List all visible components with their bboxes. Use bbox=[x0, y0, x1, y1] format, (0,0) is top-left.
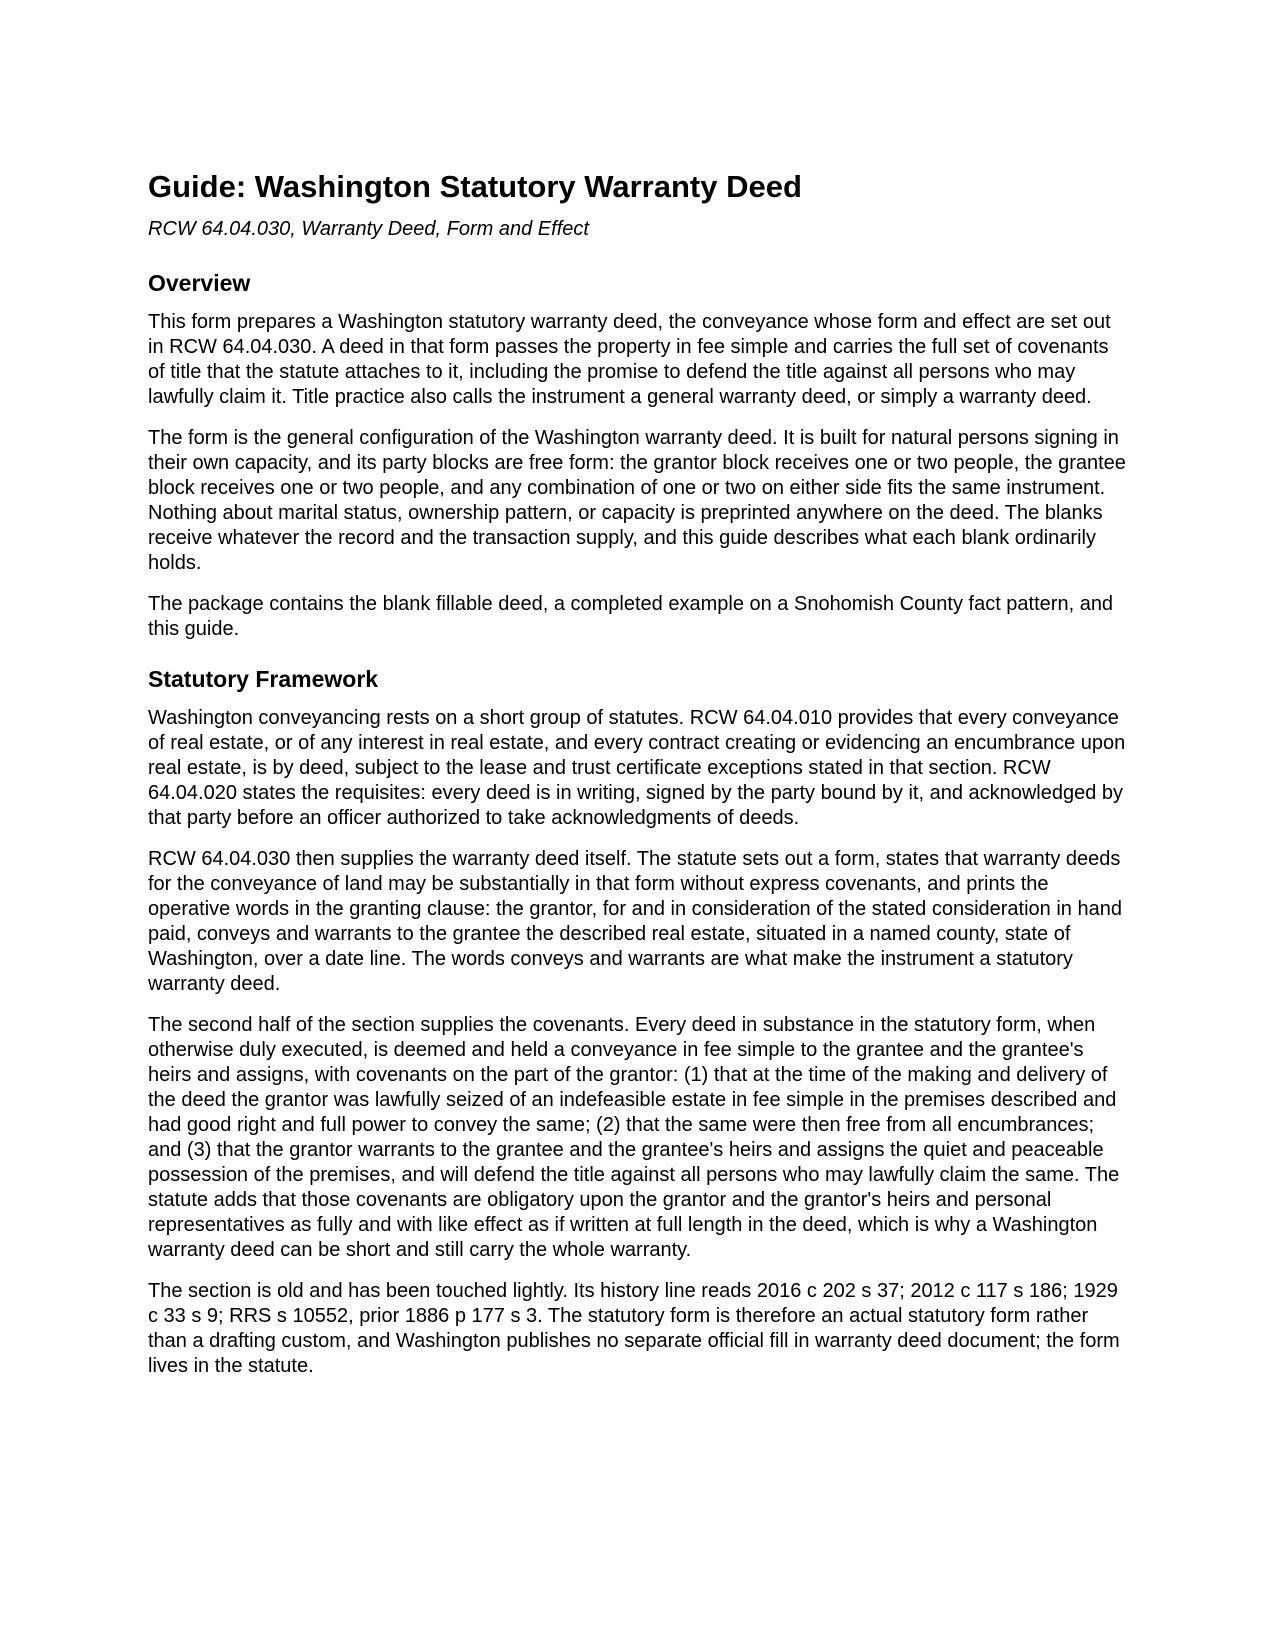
paragraph: The section is old and has been touched lightly. Its history line reads 2016 c 202 s 37; 2012 c 117 s 186; 1929 c 33 s 9; RRS s 10552, prior 1886 p 177 s 3. The statutory form is therefore an actual statutory form rather than a drafting custom, and Washington publishes no separate official fill in warranty deed document; the form lives in the statute. bbox=[148, 1280, 1120, 1377]
section-heading: Overview bbox=[148, 270, 251, 296]
paragraph: The package contains the blank fillable deed, a completed example on a Snohomish County fact pattern, and this guide. bbox=[148, 593, 1114, 640]
document-subtitle: RCW 64.04.030, Warranty Deed, Form and Effect bbox=[148, 218, 589, 240]
section-statutory-framework bbox=[148, 664, 1128, 1379]
document-page bbox=[148, 168, 1128, 1379]
section-overview bbox=[148, 268, 1128, 642]
paragraph: The form is the general configuration of the Washington warranty deed. It is built for natural persons signing in their own capacity, and its party blocks are free form: the grantor block receives one or two people, the grantee block receives one or two people, and any combination of one or two on either side fits the same instrument. Nothing about marital status, ownership pattern, or capacity is preprinted anywhere on the deed. The blanks receive whatever the record and the transaction supply, and this guide describes what each blank ordinarily holds. bbox=[148, 427, 1126, 574]
paragraph: The second half of the section supplies the covenants. Every deed in substance in the statutory form, when otherwise duly executed, is deemed and held a conveyance in fee simple to the grantee and the grantee's heirs and assigns, with covenants on the part of the grantor: (1) that at the time of the making and delivery of the deed the grantor was lawfully seized of an indefeasible estate in fee simple in the premises described and had good right and full power to convey the same; (2) that the same were then free from all encumbrances; and (3) that the grantor warrants to the grantee and the grantee's heirs and assigns the quiet and peaceable possession of the premises, and will defend the title against all persons who may lawfully claim the same. The statute adds that those covenants are obligatory upon the grantor and the grantor's heirs and personal representatives as fully and with like effect as if written at full length in the deed, which is why a Washington warranty deed can be short and still carry the whole warranty. bbox=[148, 1014, 1120, 1261]
paragraph: This form prepares a Washington statutory warranty deed, the conveyance whose form and effect are set out in RCW 64.04.030. A deed in that form passes the property in fee simple and carries the full set of covenants of title that the statute attaches to it, including the promise to defend the title against all persons who may lawfully claim it. Title practice also calls the instrument a general warranty deed, or simply a warranty deed. bbox=[148, 311, 1111, 408]
document-title: Guide: Washington Statutory Warranty Deed bbox=[148, 169, 802, 204]
section-heading: Statutory Framework bbox=[148, 666, 379, 692]
paragraph: Washington conveyancing rests on a short group of statutes. RCW 64.04.010 provides that every conveyance of real estate, or of any interest in real estate, and every contract creating or evidencing an encumbrance upon real estate, is by deed, subject to the lease and trust certificate exceptions stated in that section. RCW 64.04.020 states the requisites: every deed is in writing, signed by the party bound by it, and acknowledged by that party before an officer authorized to take acknowledgments of deeds. bbox=[148, 707, 1126, 829]
paragraph: RCW 64.04.030 then supplies the warranty deed itself. The statute sets out a form, states that warranty deeds for the conveyance of land may be substantially in that form without express covenants, and prints the operative words in the granting clause: the grantor, for and in consideration of the stated consideration in hand paid, conveys and warrants to the grantee the described real estate, situated in a named county, state of Washington, over a date line. The words conveys and warrants are what make the instrument a statutory warranty deed. bbox=[148, 848, 1122, 995]
